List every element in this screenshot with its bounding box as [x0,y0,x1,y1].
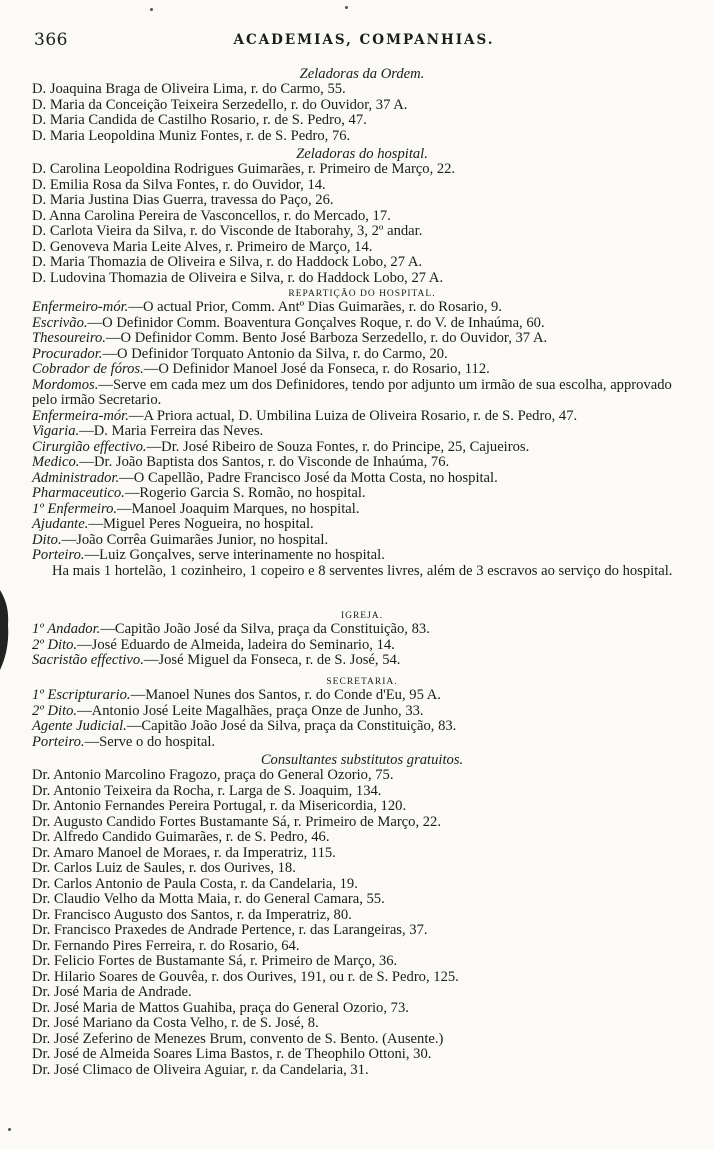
role-label: Ajudante. [32,516,89,532]
list-item: Dr. José Climaco de Oliveira Aguiar, r. da Candelaria, 31. [32,1061,369,1078]
list-item: Dr. Francisco Praxedes de Andrade Pertence, r. das Larangeiras, 37. [32,922,428,938]
list-item: Dr. Antonio Marcolino Fragozo, praça do General Ozorio, 75. [32,767,394,783]
list-item [32,440,692,456]
list-item: D. Emilia Rosa da Silva Fontes, r. do Ouvidor, 14. [32,176,326,193]
list-item [32,471,692,487]
list-item: Dr. Augusto Candido Fortes Bustamante Sá, r. Primeiro de Março, 22. [32,813,441,830]
role-label: 1º Enfermeiro. [32,500,118,517]
note-paragraph: Ha mais 1 hortelão, 1 cozinheiro, 1 copeiro e 8 serventes livres, além de 3 escravos ao serviço do hospital. [52,562,673,579]
section-title: Consultantes substitutos gratuitos. [260,752,464,768]
role-label: Escrivão. [32,314,88,331]
list-item [32,409,692,425]
list-item: Dr. Carlos Antonio de Paula Costa, r. da Candelaria, 19. [32,875,358,892]
entry-text: —Serve em cada mez um dos Definidores, tendo por adjunto um irmão de sua escolha, approvado pelo irmão Secretario. [32,376,672,408]
list-item: D. Joaquina Braga de Oliveira Lima, r. do Carmo, 55. [32,81,346,97]
section-zeladoras-hospital [32,146,692,286]
section-title: Zeladoras do hospital. [296,146,428,162]
list-item [32,502,692,518]
role-label: Administrador. [32,469,120,486]
role-label: Agente Judicial. [32,718,127,734]
entry-text: —José Miguel da Fonseca, r. de S. José, 54. [143,652,401,668]
role-label: Mordomos. [32,376,99,393]
list-item: Dr. Francisco Augusto dos Santos, r. da Imperatriz, 80. [32,906,352,923]
list-item [32,735,692,751]
entry-text: —O Definidor Comm. Boaventura Gonçalves Roque, r. do V. de Inhaúma, 60. [87,314,545,331]
ink-blot-mark [0,590,10,670]
running-title: ACADEMIAS, COMPANHIAS. [233,32,495,48]
list-item: D. Maria da Conceição Teixeira Serzedello, r. do Ouvidor, 37 A. [32,96,408,113]
section-title: Zeladoras da Ordem. [299,66,425,82]
section-consultantes [32,752,692,1078]
role-label: Sacristão effectivo. [32,652,144,668]
list-item: Dr. José de Almeida Soares Lima Bastos, r. de Theophilo Ottoni, 30. [32,1046,432,1062]
list-item: Dr. Felicio Fortes de Bustamante Sá, r. Primeiro de Março, 36. [32,953,398,969]
role-label: Vigaria. [32,423,80,439]
list-item [32,486,692,502]
entry-text: —D. Maria Ferreira das Neves. [79,423,264,439]
list-item: D. Maria Justina Dias Guerra, travessa do Paço, 26. [32,192,334,208]
role-label: Enfermeira-mór. [32,407,129,424]
role-label: Procurador. [32,345,103,362]
list-item: Dr. José Maria de Andrade. [32,984,192,1000]
entry-text: —O Definidor Comm. Bento José Barboza Serzedello, r. do Ouvidor, 37 A. [105,330,548,346]
entry-text: —A Priora actual, D. Umbilina Luiza de Oliveira Rosario, r. de S. Pedro, 47. [128,407,578,424]
role-label: Cobrador de fóros. [32,361,144,377]
entry-text: —O actual Prior, Comm. Antº Dias Guimarães, r. do Rosario, 9. [128,299,502,315]
entry-text: —Serve o do hospital. [84,733,216,750]
list-item: D. Maria Thomazia de Oliveira e Silva, r. do Haddock Lobo, 27 A. [32,254,423,270]
list-item [32,533,692,549]
speck [8,1128,11,1131]
list-item [32,704,692,720]
entry-text: —Miguel Peres Nogueira, no hospital. [88,516,314,532]
list-item: D. Maria Leopoldina Muniz Fontes, r. de S. Pedro, 76. [32,127,351,144]
list-item [32,517,692,533]
entry-text: —Dr. José Ribeiro de Souza Fontes, r. do Principe, 25, Cajueiros. [146,438,530,455]
entry-text: —Luiz Gonçalves, serve interinamente no hospital. [84,547,385,563]
page-number: 366 [34,30,68,50]
list-item [32,688,692,704]
list-item [32,316,692,332]
list-item [32,300,692,316]
list-item [32,653,692,669]
list-item: Dr. Carlos Luiz de Saules, r. dos Ourives, 18. [32,860,296,876]
speck [345,6,348,9]
role-label: 2º Dito. [32,702,78,719]
section-title: SECRETARIA. [326,677,398,687]
entry-text: —O Capellão, Padre Francisco José da Motta Costa, no hospital. [119,469,498,486]
list-item [32,362,692,378]
list-item: Dr. Antonio Fernandes Pereira Portugal, r. da Misericordia, 120. [32,798,407,814]
list-item: Dr. Fernando Pires Ferreira, r. do Rosario, 64. [32,937,300,954]
list-item [32,331,692,347]
entry-text: —Manoel Joaquim Marques, no hospital. [117,500,360,517]
list-item [32,378,692,409]
list-item: Dr. Alfredo Candido Guimarães, r. de S. Pedro, 46. [32,829,330,845]
role-label: 1º Escripturario. [32,687,131,703]
entry-text: —Antonio José Leite Magalhães, praça Onze de Junho, 33. [77,702,424,719]
section-reparticao-hospital [32,288,692,579]
list-item: Dr. José Mariano da Costa Velho, r. de S. José, 8. [32,1015,319,1031]
role-label: Porteiro. [32,733,85,750]
list-item [32,548,692,564]
role-label: Dito. [32,531,62,548]
list-item: D. Carlota Vieira da Silva, r. do Visconde de Itaborahy, 3, 2º andar. [32,223,423,239]
list-item: D. Carolina Leopoldina Rodrigues Guimarães, r. Primeiro de Março, 22. [32,161,456,177]
list-item [32,347,692,363]
section-title: REPARTIÇÃO DO HOSPITAL. [288,289,436,299]
list-item: D. Maria Candida de Castilho Rosario, r. de S. Pedro, 47. [32,112,367,128]
list-item: Dr. Antonio Teixeira da Rocha, r. Larga de S. Joaquim, 134. [32,782,382,799]
list-item: Dr. José Maria de Mattos Guahiba, praça do General Ozorio, 73. [32,999,409,1016]
entry-text: —Manoel Nunes dos Santos, r. do Conde d'Eu, 95 A. [130,687,441,703]
entry-text: —Capitão João José da Silva, praça da Constituição, 83. [100,621,430,637]
role-label: Medico. [32,454,80,470]
list-item [32,424,692,440]
section-title: IGREJA. [340,611,384,621]
list-item: D. Anna Carolina Pereira de Vasconcellos, r. do Mercado, 17. [32,207,391,224]
list-item: D. Ludovina Thomazia de Oliveira e Silva, r. do Haddock Lobo, 27 A. [32,269,444,286]
section-secretaria [32,676,692,750]
list-item [32,455,692,471]
role-label: Cirurgião effectivo. [32,438,147,455]
page-header [34,30,694,50]
entry-text: —Rogerio Garcia S. Romão, no hospital. [124,485,366,501]
list-item: Dr. José Zeferino de Menezes Brum, convento de S. Bento. (Ausente.) [32,1030,444,1047]
role-label: Thesoureiro. [32,330,106,346]
list-item [32,638,692,654]
section-zeladoras-ordem [32,66,692,144]
list-item [32,719,692,735]
speck [150,8,153,11]
entry-text: —Dr. João Baptista dos Santos, r. do Visconde de Inhaúma, 76. [79,454,450,470]
entry-text: —Capitão João José da Silva, praça da Constituição, 83. [126,718,457,734]
role-label: Pharmaceutico. [32,485,125,501]
list-item: Dr. Hilario Soares de Gouvêa, r. dos Ourives, 191, ou r. de S. Pedro, 125. [32,968,459,985]
entry-text: —José Eduardo de Almeida, ladeira do Seminario, 14. [77,636,395,653]
role-label: Porteiro. [32,547,85,563]
list-item: D. Genoveva Maria Leite Alves, r. Primeiro de Março, 14. [32,238,373,255]
entry-text: —João Corrêa Guimarães Junior, no hospital. [61,531,329,548]
list-item: Dr. Amaro Manoel de Moraes, r. da Imperatriz, 115. [32,844,336,861]
role-label: Enfermeiro-mór. [32,299,129,315]
entry-text: —O Definidor Torquato Antonio da Silva, r. do Carmo, 20. [102,345,448,362]
section-igreja [32,610,692,669]
role-label: 1º Andador. [32,621,101,637]
entry-text: —O Definidor Manoel José da Fonseca, r. do Rosario, 112. [143,361,490,377]
list-item [32,622,692,638]
role-label: 2º Dito. [32,636,78,653]
list-item: Dr. Claudio Velho da Motta Maia, r. do General Camara, 55. [32,891,385,907]
